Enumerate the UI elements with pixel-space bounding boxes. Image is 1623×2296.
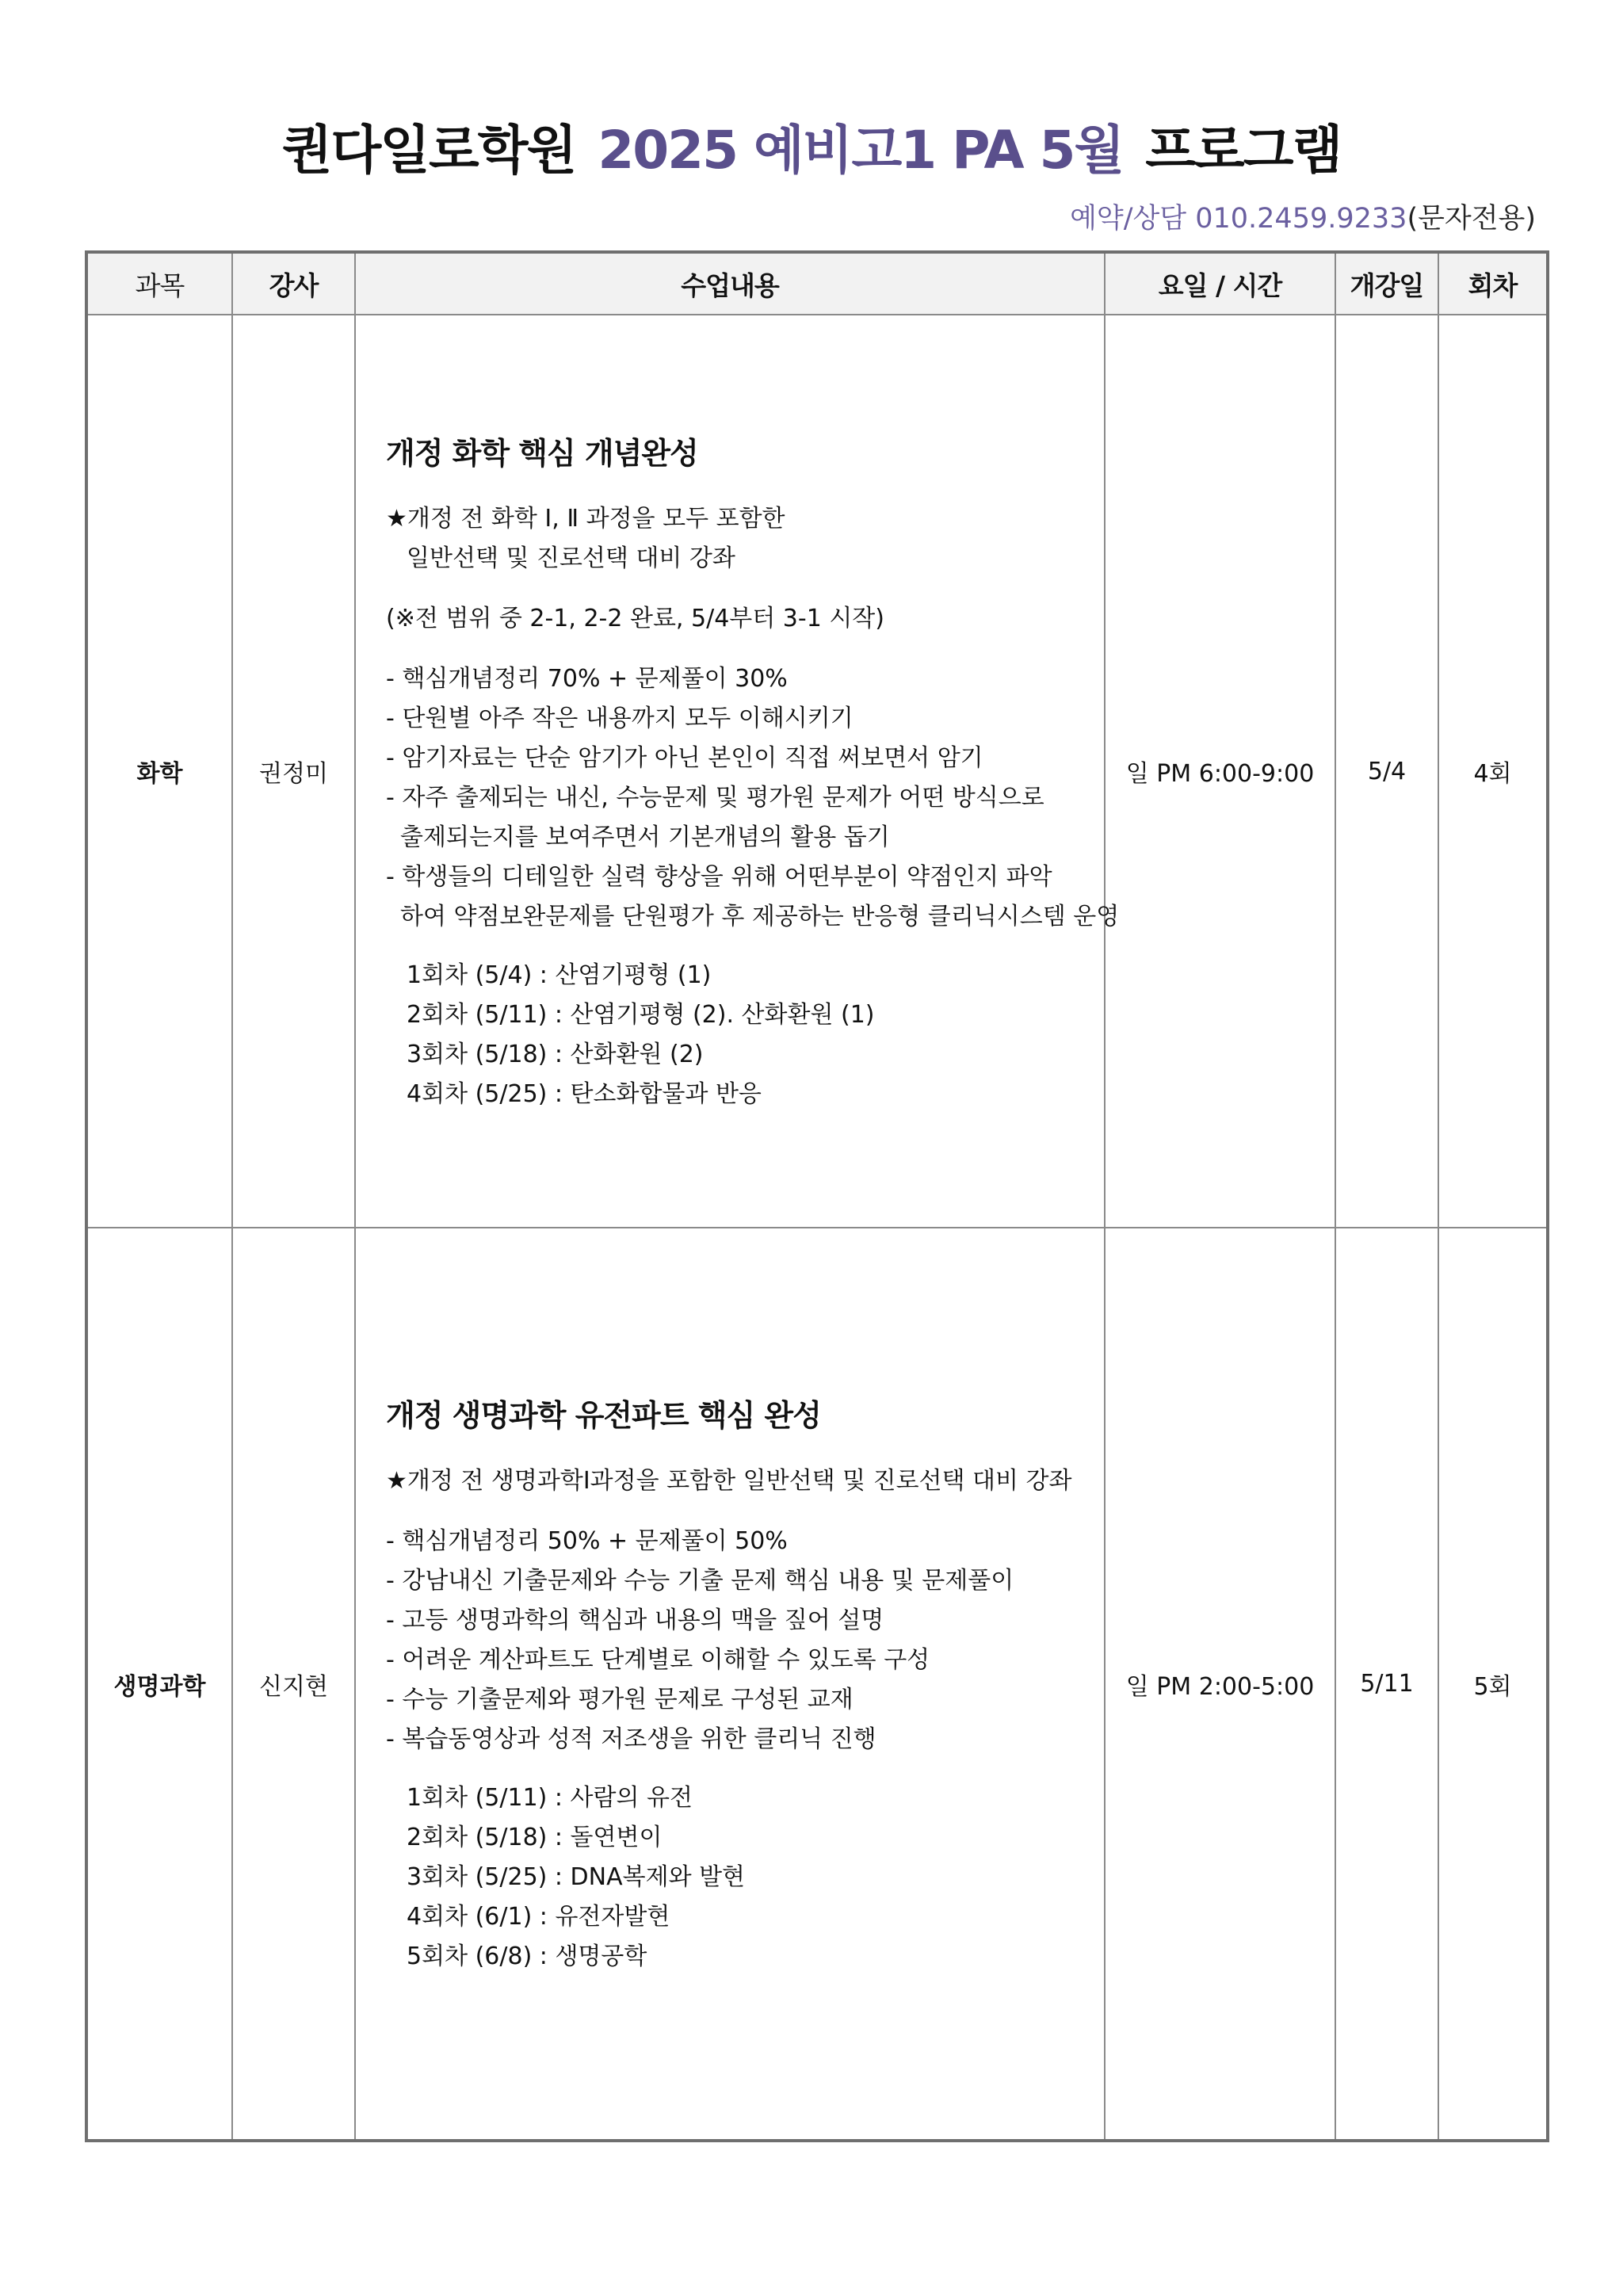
table-row-chemistry [86, 315, 1548, 1228]
intro-line: ★개정 전 생명과학Ⅰ과정을 포함한 일반선택 및 진로선택 대비 강좌 [386, 1467, 1072, 1495]
bullet-item: - 핵심개념정리 50% + 문제풀이 50% [386, 1527, 788, 1555]
subject-cell: 화학 [86, 315, 232, 1228]
bullet-item: 출제되는지를 보여주면서 기본개념의 활용 돕기 [400, 823, 890, 851]
session-list [386, 956, 1075, 1114]
table-row-life-science [86, 1228, 1548, 2141]
intro-line: 일반선택 및 진로선택 대비 강좌 [407, 544, 735, 572]
header-count: 회차 [1438, 252, 1548, 315]
bullet-item: - 어려운 계산파트도 단계별로 이해할 수 있도록 구성 [386, 1646, 930, 1674]
teacher-cell: 권정미 [232, 315, 355, 1228]
time-cell: 일 PM 2:00-5:00 [1105, 1228, 1335, 2141]
contact-info [1070, 197, 1536, 236]
course-bullets [386, 659, 1120, 937]
page-title [0, 108, 1623, 183]
table-header-row [86, 252, 1548, 315]
content-cell [355, 1228, 1105, 2141]
session-count-cell: 4회 [1438, 315, 1548, 1228]
session-item: 1회차 (5/4) : 산염기평형 (1) [407, 961, 712, 989]
session-list [386, 1778, 1075, 1977]
bullet-item: - 단원별 아주 작은 내용까지 모두 이해시키기 [386, 704, 854, 732]
bullet-item: - 고등 생명과학의 핵심과 내용의 맥을 짚어 설명 [386, 1606, 884, 1634]
program-name: 2025 예비고1 PA 5월 [598, 120, 1124, 181]
course-bullets [386, 1522, 1075, 1759]
course-title: 개정 화학 핵심 개념완성 [386, 435, 698, 471]
session-item: 3회차 (5/18) : 산화환원 (2) [407, 1040, 704, 1068]
session-count-cell: 5회 [1438, 1228, 1548, 2141]
teacher-cell: 신지현 [232, 1228, 355, 2141]
program-suffix: 프로그램 [1145, 120, 1342, 181]
course-intro [386, 499, 1075, 579]
session-item: 4회차 (6/1) : 유전자발현 [407, 1903, 670, 1931]
bullet-item: - 핵심개념정리 70% + 문제풀이 30% [386, 664, 788, 693]
header-content: 수업내용 [355, 252, 1105, 315]
session-item: 5회차 (6/8) : 생명공학 [407, 1943, 647, 1970]
content-cell [355, 315, 1120, 1228]
header-start: 개강일 [1335, 252, 1438, 315]
start-date-cell: 5/4 [1335, 315, 1438, 1228]
time-cell: 일 PM 6:00-9:00 [1105, 315, 1335, 1228]
academy-name: 퀀다일로학원 [281, 120, 576, 181]
course-title: 개정 생명과학 유전파트 핵심 완성 [386, 1398, 821, 1433]
schedule-table [85, 250, 1549, 2142]
contact-note: (문자전용) [1407, 203, 1536, 235]
header-teacher: 강사 [232, 252, 355, 315]
session-item: 4회차 (5/25) : 탄소화합물과 반응 [407, 1079, 762, 1108]
intro-line: ★개정 전 화학 Ⅰ, Ⅱ 과정을 모두 포함한 [386, 504, 785, 533]
bullet-item: 하여 약점보완문제를 단원평가 후 제공하는 반응형 클리닉시스템 운영 [400, 902, 1120, 930]
session-item: 2회차 (5/18) : 돌연변이 [407, 1824, 663, 1851]
course-note: (※전 범위 중 2-1, 2-2 완료, 5/4부터 3-1 시작) [386, 604, 884, 632]
bullet-item: - 복습동영상과 성적 저조생을 위한 클리닉 진행 [386, 1725, 876, 1753]
session-item: 1회차 (5/11) : 사람의 유전 [407, 1784, 693, 1812]
subject-cell: 생명과학 [86, 1228, 232, 2141]
bullet-item: - 수능 기출문제와 평가원 문제로 구성된 교재 [386, 1686, 854, 1713]
header-time: 요일 / 시간 [1105, 252, 1335, 315]
course-intro [386, 1461, 1075, 1501]
bullet-item: - 강남내신 기출문제와 수능 기출 문제 핵심 내용 및 문제풀이 [386, 1567, 1014, 1595]
bullet-item: - 암기자료는 단순 암기가 아닌 본인이 직접 써보면서 암기 [386, 743, 983, 772]
bullet-item: - 자주 출제되는 내신, 수능문제 및 평가원 문제가 어떤 방식으로 [386, 783, 1044, 812]
start-date-cell: 5/11 [1335, 1228, 1438, 2141]
session-item: 2회차 (5/11) : 산염기평형 (2). 산화환원 (1) [407, 1000, 875, 1029]
header-subject: 과목 [86, 252, 232, 315]
bullet-item: - 학생들의 디테일한 실력 향상을 위해 어떤부분이 약점인지 파악 [386, 862, 1052, 891]
session-item: 3회차 (5/25) : DNA복제와 발현 [407, 1863, 746, 1891]
contact-phone: 예약/상담 010.2459.9233 [1070, 203, 1407, 235]
